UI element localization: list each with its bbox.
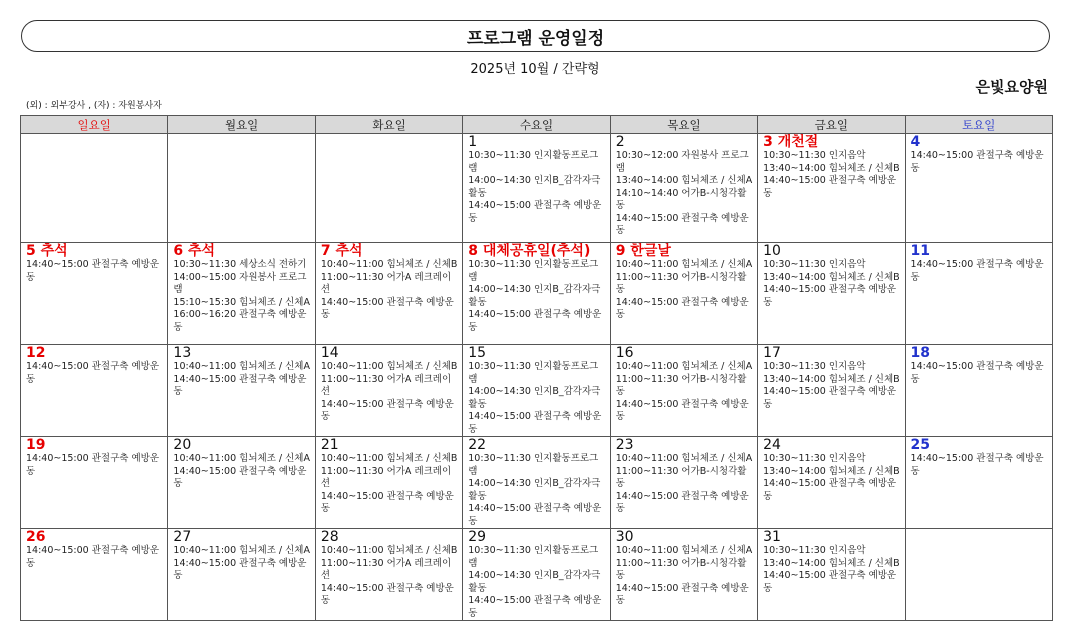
calendar-day-cell <box>463 437 610 529</box>
calendar-day-cell <box>905 437 1052 529</box>
calendar-day-cell <box>905 529 1052 621</box>
schedule-event: 15:10~15:30 힘뇌체조 / 신체A <box>173 296 310 308</box>
calendar-week-row <box>21 437 1053 529</box>
day-number: 24 <box>763 437 781 453</box>
schedule-event: 14:40~15:00 관절구축 예방운동 <box>615 212 749 236</box>
day-number: 11 <box>910 243 931 259</box>
day-number: 30 <box>615 529 634 545</box>
calendar-day-cell <box>315 134 462 243</box>
schedule-event: 10:40~11:00 힘뇌체조 / 신체A <box>173 545 310 556</box>
weekday-header-thursday: 목요일 <box>610 116 757 134</box>
schedule-event: 10:30~11:30 인지음악 <box>763 361 866 372</box>
schedule-event: 10:30~11:30 인지활동프로그램 <box>468 259 599 283</box>
calendar-day-cell <box>315 345 462 437</box>
schedule-event: 11:00~11:30 어가A 레크레이션 <box>320 271 452 295</box>
weekday-header-sunday: 일요일 <box>21 116 168 134</box>
calendar-day-cell <box>168 243 315 345</box>
calendar-day-cell <box>758 345 905 437</box>
schedule-event: 10:30~11:30 인지음악 <box>763 259 866 270</box>
calendar-day-cell <box>610 243 757 345</box>
schedule-event: 14:40~15:00 관절구축 예방운동 <box>26 545 159 569</box>
day-number: 25 <box>910 437 931 453</box>
calendar-day-cell <box>463 243 610 345</box>
schedule-event: 14:00~14:30 인지B_감각자극활동 <box>468 570 601 594</box>
schedule-event: 11:00~11:30 어가B-시청각활동 <box>615 557 747 581</box>
schedule-event: 14:40~15:00 관절구축 예방운동 <box>320 398 454 422</box>
schedule-event: 11:00~11:30 어가B-시청각활동 <box>615 373 747 397</box>
schedule-event: 14:40~15:00 관절구축 예방운동 <box>173 557 307 581</box>
schedule-event: 14:40~15:00 관절구축 예방운동 <box>763 386 897 410</box>
schedule-event: 10:30~11:30 인지음악 <box>763 453 866 464</box>
calendar-day-cell <box>610 134 757 243</box>
schedule-event: 14:00~14:30 인지B_감각자극활동 <box>468 284 601 308</box>
schedule-event: 10:40~11:00 힘뇌체조 / 신체A <box>615 361 753 372</box>
calendar-day-cell <box>905 243 1052 345</box>
schedule-event: 14:40~15:00 관절구축 예방운동 <box>173 465 307 489</box>
schedule-event: 10:30~11:30 인지음악 <box>763 545 866 556</box>
schedule-event: 14:40~15:00 관절구축 예방운동 <box>468 595 602 619</box>
schedule-event: 14:40~15:00 관절구축 예방운동 <box>26 361 159 385</box>
calendar-week-row <box>21 345 1053 437</box>
day-number: 13 <box>173 345 192 361</box>
day-number: 21 <box>320 437 339 453</box>
calendar-day-cell <box>758 243 905 345</box>
day-number: 19 <box>26 437 46 453</box>
schedule-event: 14:40~15:00 관절구축 예방운동 <box>26 453 159 477</box>
schedule-event: 13:40~14:00 힘뇌체조 / 신체A <box>615 175 753 186</box>
day-number: 1 <box>468 134 478 150</box>
calendar-day-cell <box>610 345 757 437</box>
schedule-event: 10:30~11:30 세상소식 전하기 <box>173 259 307 270</box>
schedule-event: 14:40~15:00 관절구축 예방운동 <box>615 398 749 422</box>
schedule-event: 16:00~16:20 관절구축 예방운동 <box>173 309 307 333</box>
schedule-event: 10:30~11:30 인지활동프로그램 <box>468 150 599 174</box>
calendar-day-cell <box>315 529 462 621</box>
calendar-week-row <box>21 134 1053 243</box>
weekday-header-saturday: 토요일 <box>905 116 1052 134</box>
day-number: 22 <box>468 437 487 453</box>
day-number: 12 <box>26 345 46 361</box>
calendar-week-row <box>21 243 1053 345</box>
weekday-header-friday: 금요일 <box>758 116 905 134</box>
schedule-event: 14:40~15:00 관절구축 예방운동 <box>468 309 602 333</box>
calendar-day-cell <box>168 134 315 243</box>
schedule-event: 14:40~15:00 관절구축 예방운동 <box>468 411 602 435</box>
day-number: 5 추석 <box>26 243 68 259</box>
schedule-event: 14:00~14:30 인지B_감각자극활동 <box>468 386 601 410</box>
day-number: 26 <box>26 529 46 545</box>
weekday-header-tuesday: 화요일 <box>315 116 462 134</box>
calendar-week-row <box>21 529 1053 621</box>
schedule-event: 14:40~15:00 관절구축 예방운동 <box>910 150 1044 174</box>
schedule-event: 14:40~15:00 관절구축 예방운동 <box>763 284 897 308</box>
schedule-event: 10:40~11:00 힘뇌체조 / 신체A <box>615 259 753 270</box>
schedule-event: 13:40~14:00 힘뇌체조 / 신체B <box>763 465 900 477</box>
legend-note: (외) : 외부강사 , (자) : 자원봉사자 <box>26 101 162 111</box>
weekday-header-wednesday: 수요일 <box>463 116 610 134</box>
organization-name: 은빛요양원 <box>975 78 1048 96</box>
day-number: 4 <box>910 134 921 150</box>
schedule-event: 10:30~11:30 인지음악 <box>763 150 866 161</box>
schedule-event: 10:30~11:30 인지활동프로그램 <box>468 361 599 385</box>
schedule-event: 14:40~15:00 관절구축 예방운동 <box>320 490 454 514</box>
schedule-event: 14:40~15:00 관절구축 예방운동 <box>173 373 307 397</box>
schedule-event: 10:30~11:30 인지활동프로그램 <box>468 453 599 477</box>
schedule-event: 14:00~14:30 인지B_감각자극활동 <box>468 175 601 199</box>
schedule-event: 14:40~15:00 관절구축 예방운동 <box>468 200 602 224</box>
schedule-event: 10:40~11:00 힘뇌체조 / 신체B <box>320 453 458 464</box>
schedule-event: 14:40~15:00 관절구축 예방운동 <box>468 503 602 527</box>
schedule-event: 14:40~15:00 관절구축 예방운동 <box>26 259 159 283</box>
schedule-event: 14:40~15:00 관절구축 예방운동 <box>320 296 454 320</box>
schedule-event: 10:40~11:00 힘뇌체조 / 신체B <box>320 545 458 556</box>
calendar-day-cell <box>610 529 757 621</box>
calendar-day-cell <box>905 345 1052 437</box>
calendar-day-cell <box>21 345 168 437</box>
day-number: 14 <box>320 345 339 361</box>
day-number: 9 한글날 <box>615 243 671 259</box>
schedule-event: 10:40~11:00 힘뇌체조 / 신체B <box>320 259 458 270</box>
calendar-day-cell <box>168 345 315 437</box>
schedule-event: 11:00~11:30 어가B-시청각활동 <box>615 271 747 295</box>
day-number: 17 <box>763 345 781 361</box>
day-number: 7 추석 <box>320 243 363 259</box>
calendar-day-cell <box>315 243 462 345</box>
weekday-header-row <box>21 116 1053 134</box>
calendar-day-cell <box>21 243 168 345</box>
schedule-event: 14:40~15:00 관절구축 예방운동 <box>615 490 749 514</box>
schedule-event: 13:40~14:00 힘뇌체조 / 신체B <box>763 271 900 283</box>
calendar-day-cell <box>758 529 905 621</box>
schedule-event: 11:00~11:30 어가A 레크레이션 <box>320 557 452 581</box>
calendar-day-cell <box>21 134 168 243</box>
schedule-event: 11:00~11:30 어가A 레크레이션 <box>320 465 452 489</box>
schedule-event: 14:00~14:30 인지B_감각자극활동 <box>468 478 601 502</box>
schedule-event: 11:00~11:30 어가A 레크레이션 <box>320 373 452 397</box>
calendar-day-cell <box>463 134 610 243</box>
schedule-event: 10:40~11:00 힘뇌체조 / 신체A <box>615 545 753 556</box>
day-number: 10 <box>763 243 781 259</box>
day-number: 29 <box>468 529 487 545</box>
schedule-event: 13:40~14:00 힘뇌체조 / 신체B <box>763 373 900 385</box>
day-number: 20 <box>173 437 192 453</box>
schedule-event: 14:40~15:00 관절구축 예방운동 <box>763 570 897 594</box>
schedule-event: 14:40~15:00 관절구축 예방운동 <box>910 361 1044 385</box>
day-number: 31 <box>763 529 781 545</box>
schedule-event: 10:40~11:00 힘뇌체조 / 신체A <box>173 361 310 372</box>
schedule-event: 11:00~11:30 어가B-시청각활동 <box>615 465 747 489</box>
calendar-day-cell <box>463 529 610 621</box>
schedule-subtitle: 2025년 10월 / 간략형 <box>470 62 600 77</box>
schedule-event: 10:40~11:00 힘뇌체조 / 신체A <box>173 453 310 464</box>
schedule-event: 10:40~11:00 힘뇌체조 / 신체B <box>320 361 458 372</box>
schedule-event: 14:10~14:40 어가B-시청각활동 <box>615 187 747 211</box>
calendar-day-cell <box>315 437 462 529</box>
schedule-event: 14:40~15:00 관절구축 예방운동 <box>320 582 454 606</box>
day-number: 3 개천절 <box>763 134 819 150</box>
calendar-day-cell <box>168 437 315 529</box>
calendar-day-cell <box>21 437 168 529</box>
calendar-table <box>20 115 1053 621</box>
schedule-event: 14:00~15:00 자원봉사 프로그램 <box>173 271 307 295</box>
calendar-day-cell <box>905 134 1052 243</box>
day-number: 28 <box>320 529 339 545</box>
day-number: 15 <box>468 345 487 361</box>
schedule-event: 14:40~15:00 관절구축 예방운동 <box>615 582 749 606</box>
schedule-event: 14:40~15:00 관절구축 예방운동 <box>615 296 749 320</box>
day-number: 23 <box>615 437 634 453</box>
day-number: 18 <box>910 345 931 361</box>
schedule-event: 10:30~11:30 인지활동프로그램 <box>468 545 599 569</box>
calendar-day-cell <box>463 345 610 437</box>
day-number: 8 대체공휴일(추석) <box>468 243 591 259</box>
calendar-day-cell <box>610 437 757 529</box>
calendar-day-cell <box>758 437 905 529</box>
calendar-day-cell <box>168 529 315 621</box>
schedule-event: 13:40~14:00 힘뇌체조 / 신체B <box>763 162 900 174</box>
page-title: 프로그램 운영일정 <box>21 20 1050 52</box>
day-number: 2 <box>615 134 625 150</box>
day-number: 16 <box>615 345 634 361</box>
weekday-header-monday: 월요일 <box>168 116 315 134</box>
day-number: 6 추석 <box>173 243 216 259</box>
schedule-event: 10:40~11:00 힘뇌체조 / 신체A <box>615 453 753 464</box>
schedule-event: 10:30~12:00 자원봉사 프로그램 <box>615 150 749 174</box>
schedule-event: 14:40~15:00 관절구축 예방운동 <box>763 478 897 502</box>
calendar-day-cell <box>758 134 905 243</box>
schedule-event: 14:40~15:00 관절구축 예방운동 <box>763 175 897 199</box>
calendar-day-cell <box>21 529 168 621</box>
schedule-event: 14:40~15:00 관절구축 예방운동 <box>910 259 1044 283</box>
schedule-event: 13:40~14:00 힘뇌체조 / 신체B <box>763 557 900 569</box>
schedule-event: 14:40~15:00 관절구축 예방운동 <box>910 453 1044 477</box>
day-number: 27 <box>173 529 192 545</box>
